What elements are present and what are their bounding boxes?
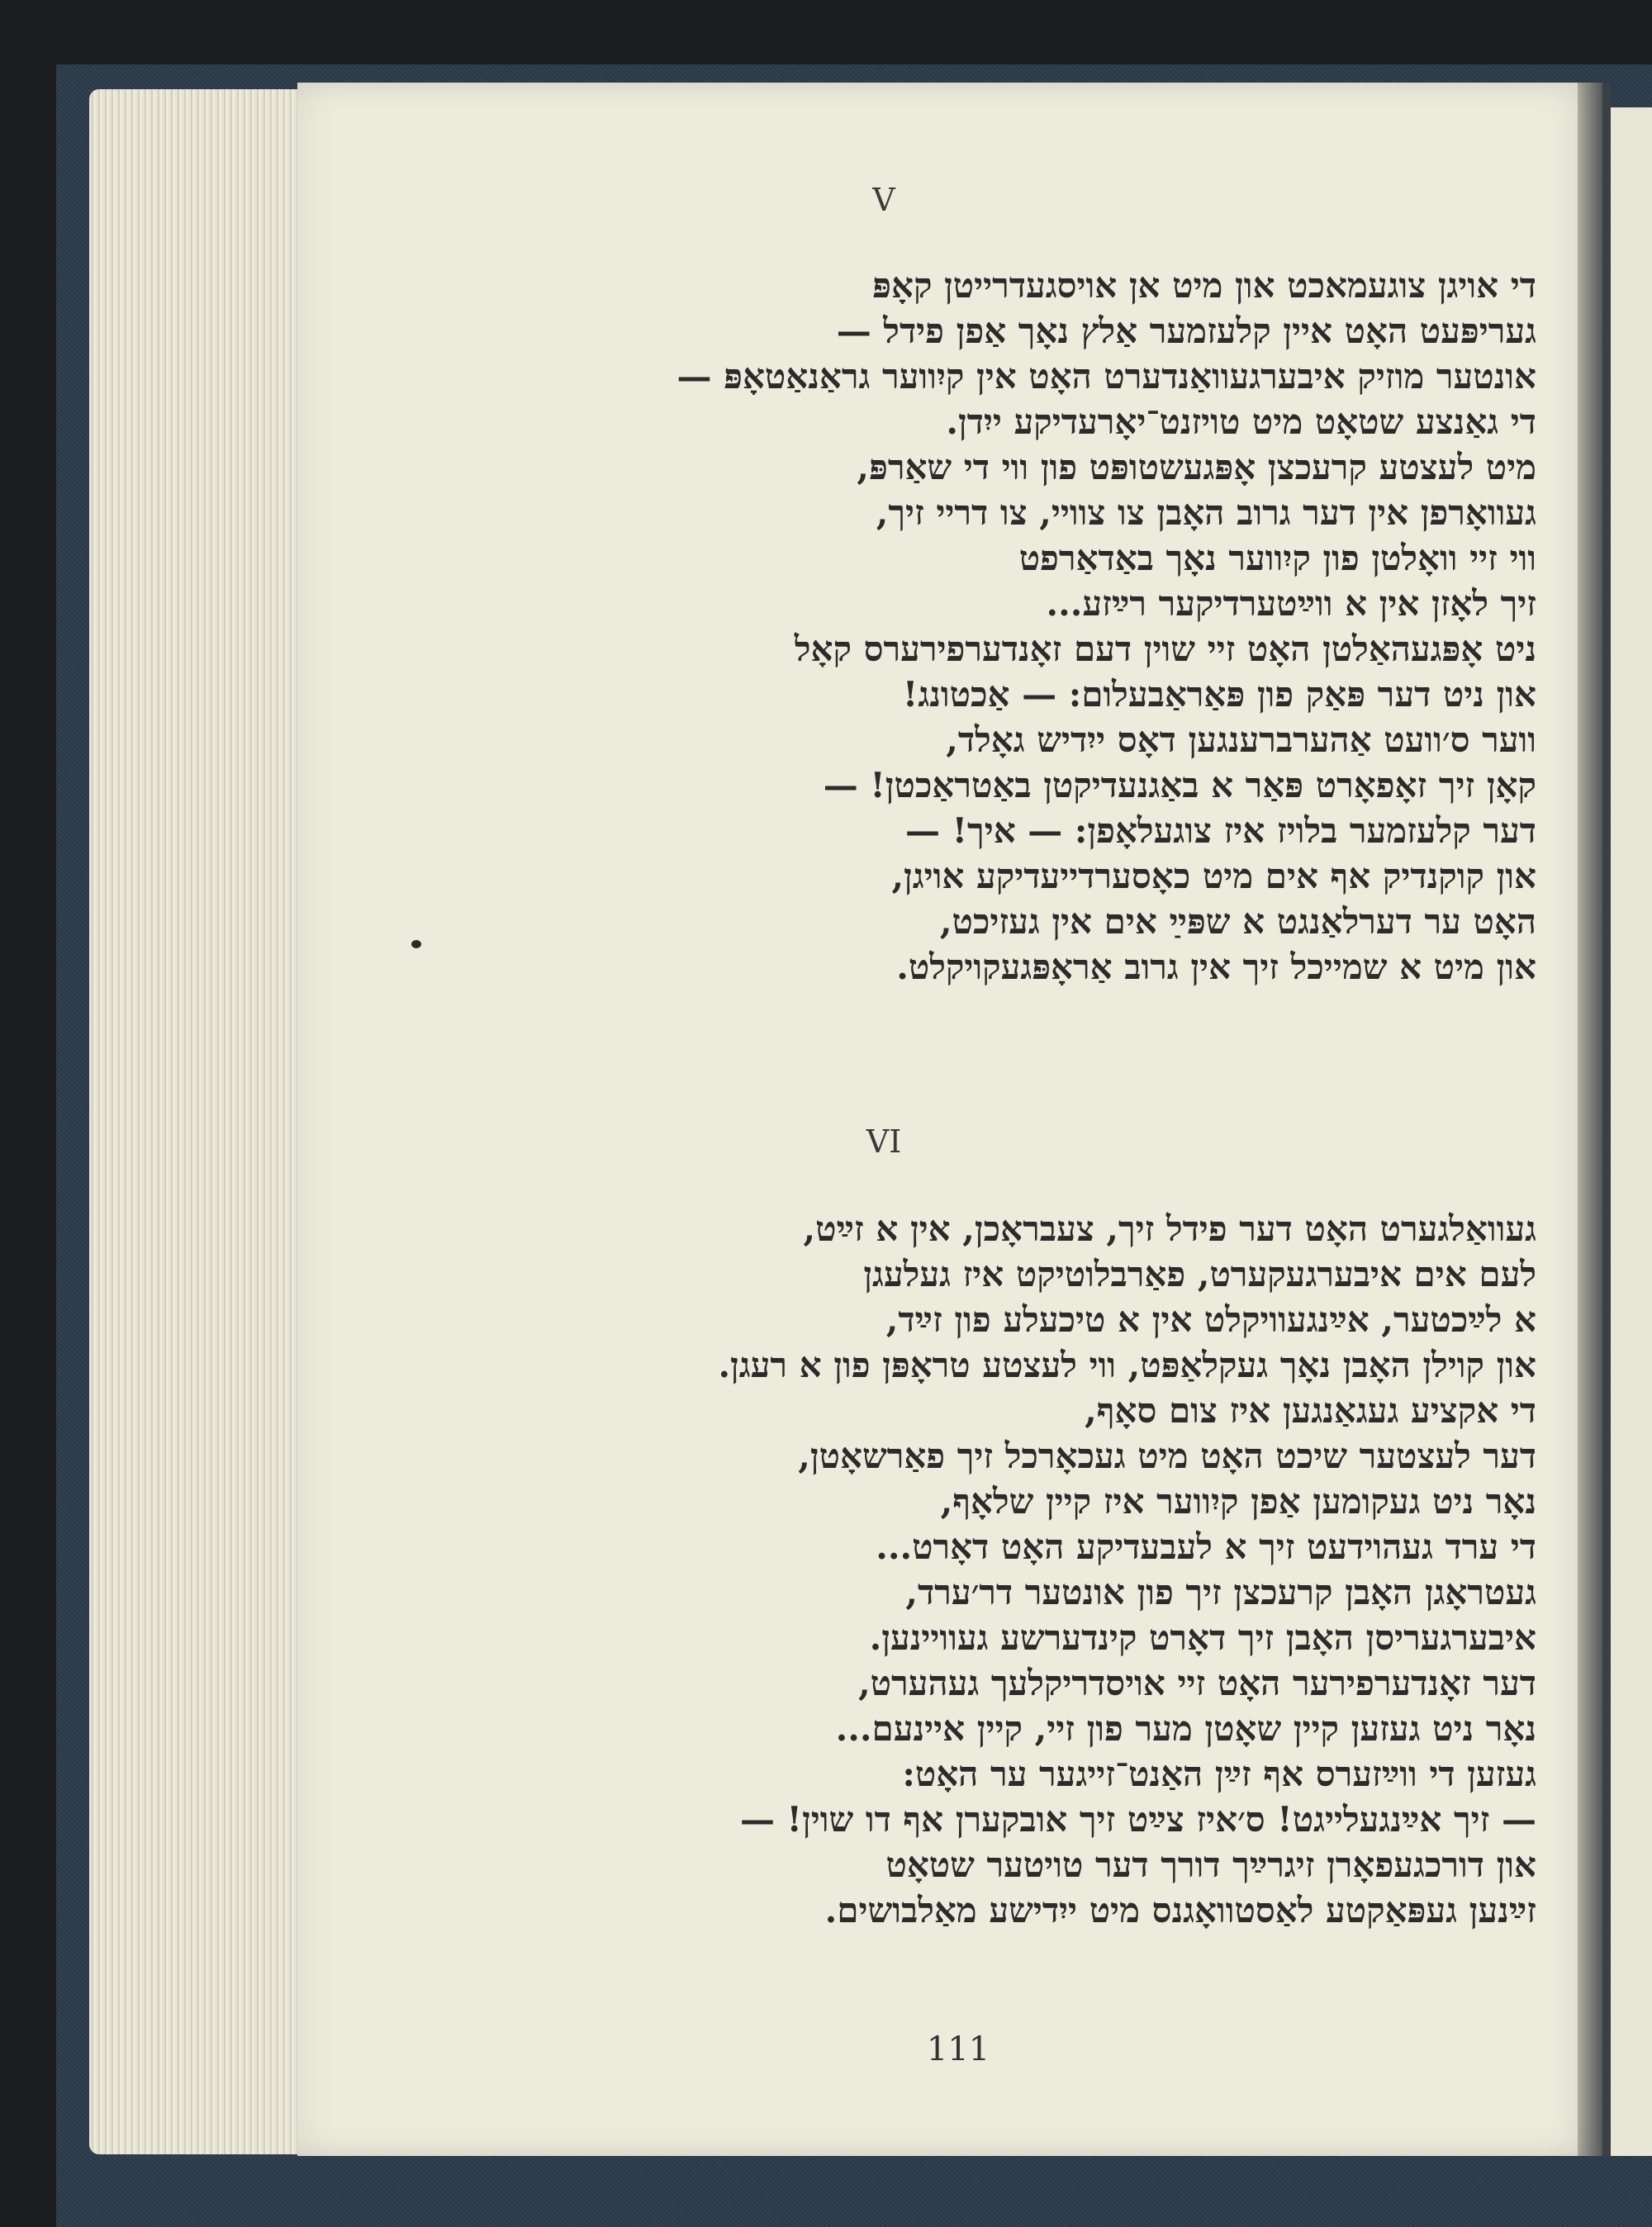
poem-line: און קוילן האָבן נאָך געקלאַפּט, ווי לעצטע טראָפּן פון א רעגן. [718,1345,1536,1385]
poem-line: האָט ער דערלאַנגט א שפּײַ אים אין געזיכט, [939,901,1536,942]
poem-line: געוואָרפן אין דער גרוב האָבן צו צוויי, צו דריי זיך, [876,492,1536,533]
ink-speck [411,940,421,948]
poem-line: געוואַלגערט האָט דער פידל זיך, צעבראָכן, אין א זײַט, [803,1208,1536,1249]
poem-line: ניט אָפּגעהאַלטן האָט זיי שוין דעם זאָנדערפירערס קאָל [794,629,1536,669]
poem-line: לעם אים איבערגעקערט, פאַרבלוטיקט איז געלעגן [863,1254,1536,1294]
poem-line: איבערגעריסן האָבן זיך דאָרט קינדערשע געוויינען. [869,1617,1536,1658]
poem-line: און דורכגעפאָרן זיגרײַך דורך דער טויטער שטאָט [885,1845,1536,1885]
poem-line: נאָר ניט געקומען אַפן קיִווער איז קיין שלאָף, [940,1481,1536,1522]
poem-line: געזען די ווײַזערס אף זײַן האַנט־זייגער ער האָט: [902,1754,1536,1794]
poem-line: און קוקנדיק אף אים מיט כאָסערדייעדיקע אויגן, [891,856,1536,896]
poem-line: די גאַנצע שטאָט מיט טויזנט־יאָרעדיקע ייִדן. [946,401,1536,442]
poem-line: די ערד געהוידעט זיך א לעבעדיקע האָט דאָרט... [876,1527,1536,1567]
poem-section-vi [430,1206,1536,1933]
poem-section-v [430,263,1536,990]
page-number: 111 [926,2030,990,2068]
poem-line: א לײַכטער, אײַנגעוויקלט אין א טיכעלע פון זײַד, [885,1299,1536,1340]
poem-line: די אויגן צוגעמאכט און מיט אן אויסגעדרייטן קאָפּ [872,265,1536,306]
poem-line: זיך לאָזן אין א ווײַטערדיקער רײַזע... [1046,583,1536,624]
page-edges [89,89,308,2154]
poem-line: דער לעצטער שיכט האָט מיט געכאָרכל זיך פאַרשאָטן, [798,1436,1536,1476]
poem-line: און ניט דער פּאַק פון פּאַראַבעלום: — אַכטונג! [902,674,1536,715]
section-numeral-v: V [872,182,895,218]
poem-line: די אקציע געגאַנגען איז צום סאָף, [1085,1390,1536,1431]
poem-line: נאָר ניט געזען קיין שאָטן מער פון זיי, קיין איינעם... [835,1708,1536,1749]
poem-line: געטראָגן האָבן קרעכצן זיך פון אונטער דר׳ערד, [905,1572,1536,1612]
poem-line: ווי זיי וואָלטן פון קיִווער נאָך באַדאַרפט [1018,538,1536,578]
poem-line: דער זאָנדערפירער האָט זיי אויסדריקלעך געהערט, [858,1663,1536,1703]
poem-line: געריפּעט האָט איין קלעזמער אַלץ נאָך אַפן פידל — [836,311,1536,351]
poem-line: און מיט א שמייכל זיך אין גרוב אַראָפּגעקויקלט. [896,947,1536,987]
poem-line: זײַנען געפּאַקטע לאַסטוואָגנס מיט ייִדישע מאַלבושים. [824,1890,1536,1930]
book-gutter [1578,83,1611,2156]
section-numeral-vi: VI [866,1123,902,1160]
poem-line: — זיך אײַנגעלייגט! ס׳איז צײַט זיך אובקערן אף דו שוין! — [739,1799,1536,1840]
poem-line: דער קלעזמער בלויז איז צוגעלאָפן: — איך! — [905,810,1536,851]
poem-line: אונטער מוזיק איבערגעוואַנדערט האָט אין קיִווער גראַנאַטאָפּ — [676,356,1536,396]
poem-line: ווער ס׳וועט אַהערברענגען דאָס ייִדיש גאָלד, [946,719,1536,760]
poem-line: קאָן זיך זאָפאָרט פּאַר א באַגנעדיקטן באַטראַכטן! — [823,765,1536,805]
poem-line: מיט לעצטע קרעכצן אָפּגעשטופּט פון ווי די שאַרפּ, [857,447,1536,487]
